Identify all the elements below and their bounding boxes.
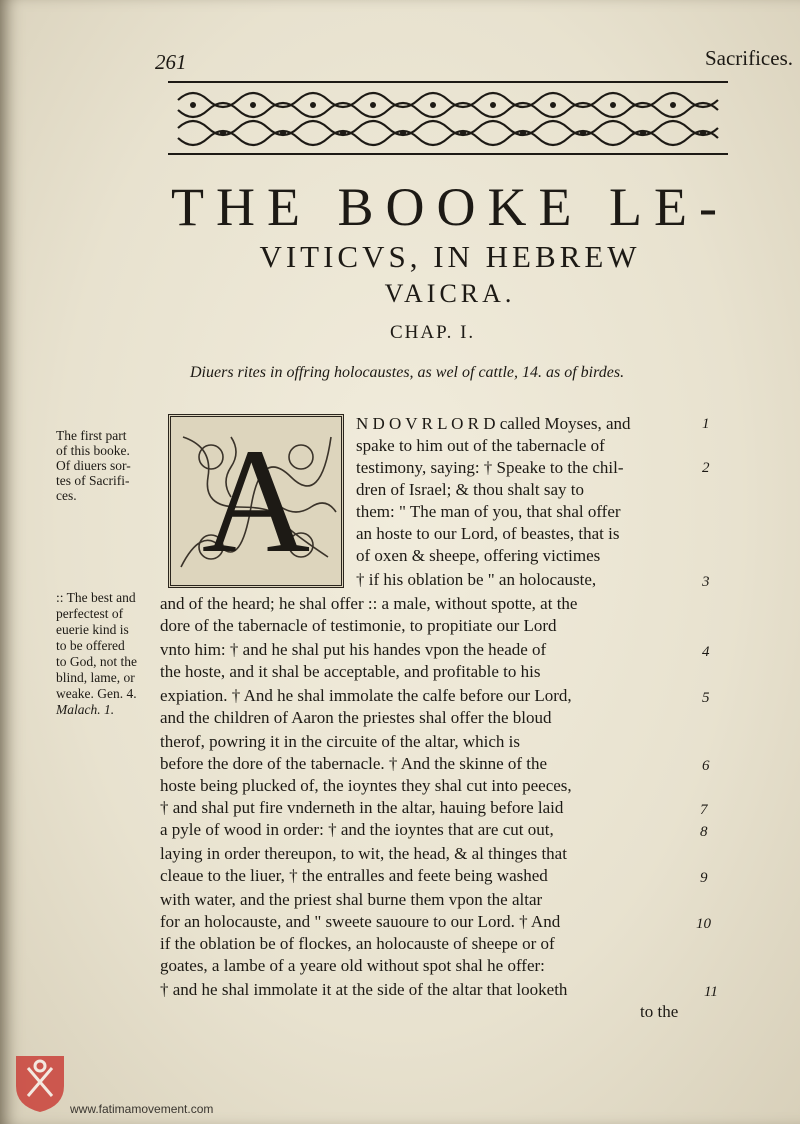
text-line: therof, powring it in the circuite of the altar, which is — [160, 732, 520, 751]
margin-note-line: ces. — [56, 488, 77, 503]
verse-number: 3 — [702, 574, 710, 590]
text-line: laying in order thereupon, to wit, the head, & al thinges that — [160, 844, 567, 863]
drop-cap — [168, 414, 344, 588]
margin-note-best-offering — [56, 590, 137, 718]
margin-note-first-part — [56, 428, 131, 503]
text-line: testimony, saying: † Speake to the chil- — [356, 458, 624, 477]
text-line: for an holocauste, and " sweete sauoure to our Lord. † And — [160, 912, 561, 931]
text-line: dren of Israel; & thou shalt say to — [356, 480, 585, 499]
verse-number: 7 — [700, 802, 708, 818]
title-line-1: THE BOOKE LE- — [171, 177, 729, 237]
margin-note-line: blind, lame, or — [56, 670, 135, 685]
text-line: cleaue to the liuer, † the entralles and feete being washed — [160, 866, 548, 885]
verse-number: 4 — [702, 644, 710, 660]
text-line: of oxen & sheepe, offering victimes — [356, 546, 601, 565]
text-line: expiation. † And he shal immolate the calfe before our Lord, — [160, 686, 572, 705]
page-number: 261 — [155, 50, 187, 74]
verse-number: 5 — [702, 690, 710, 706]
verse-number: 2 — [702, 460, 710, 476]
chapter-heading: CHAP. I. — [390, 322, 476, 343]
margin-note-line: The first part — [56, 428, 127, 443]
margin-note-line: perfectest of — [56, 606, 124, 621]
text-line: N D O V R L O R D called Moyses, and — [356, 414, 631, 433]
text-line: dore of the tabernacle of testimonie, to propitiate our Lord — [160, 616, 557, 635]
title-line-2: VITICVS, IN HEBREW — [259, 239, 641, 274]
text-line: † and he shal immolate it at the side of the altar that looketh — [160, 980, 568, 999]
margin-note-line: weake. Gen. 4. — [56, 686, 137, 701]
ornament-band-icon — [168, 80, 728, 156]
text-line: with water, and the priest shal burne them vpon the altar — [160, 890, 543, 909]
verse-number: 11 — [704, 984, 718, 1000]
margin-note-line: to be offered — [56, 638, 125, 653]
text-line: vnto him: † and he shal put his handes vpon the heade of — [160, 640, 547, 659]
text-line: them: " The man of you, that shal offer — [356, 502, 621, 521]
verse-number: 1 — [702, 416, 710, 432]
verse-number: 10 — [696, 916, 711, 932]
text-line: and the children of Aaron the priestes shal offer the bloud — [160, 708, 552, 727]
margin-note-line: Malach. 1. — [56, 702, 115, 717]
verse-number: 6 — [702, 758, 710, 774]
text-line: goates, a lambe of a yeare old without spot shal he offer: — [160, 956, 545, 975]
margin-note-line: of this booke. — [56, 443, 130, 458]
running-head: Sacrifices. — [704, 46, 793, 70]
catchword: to the — [640, 1002, 679, 1021]
margin-note-line: Of diuers sor- — [56, 458, 131, 473]
text-line: before the dore of the tabernacle. † And the skinne of the — [160, 754, 548, 773]
page-header — [155, 44, 795, 74]
book-title — [130, 176, 770, 312]
footer-url: www.fatimamovement.com — [70, 1102, 214, 1116]
title-line-3: VAICRA. — [384, 279, 516, 308]
drop-cap-letter: A — [201, 418, 311, 584]
text-line: the hoste, and it shal be acceptable, and profitable to his — [160, 662, 541, 681]
verse-number: 8 — [700, 824, 708, 840]
fatima-crest-icon — [12, 1052, 68, 1114]
text-line: † and shal put fire vnderneth in the altar, hauing before laid — [160, 798, 564, 817]
verse-number: 9 — [700, 870, 708, 886]
margin-note-line: euerie kind is — [56, 622, 129, 637]
text-line: hoste being plucked of, the ioyntes they shal cut into peeces, — [160, 776, 572, 795]
chapter-summary: Diuers rites in offring holocaustes, as wel of cattle, 14. as of birdes. — [190, 364, 625, 381]
margin-note-line: tes of Sacrifi- — [56, 473, 130, 488]
text-line: an hoste to our Lord, of beastes, that is — [356, 524, 620, 543]
margin-note-line: to God, not the — [56, 654, 137, 669]
margin-note-line: :: The best and — [56, 590, 136, 605]
text-line: spake to him out of the tabernacle of — [356, 436, 605, 455]
text-line: and of the heard; he shal offer :: a male, without spotte, at the — [160, 594, 578, 613]
text-line: if the oblation be of flockes, an holocauste of sheepe or of — [160, 934, 555, 953]
text-line: a pyle of wood in order: † and the ioyntes that are cut out, — [160, 820, 554, 839]
text-line: † if his oblation be " an holocauste, — [356, 570, 597, 589]
